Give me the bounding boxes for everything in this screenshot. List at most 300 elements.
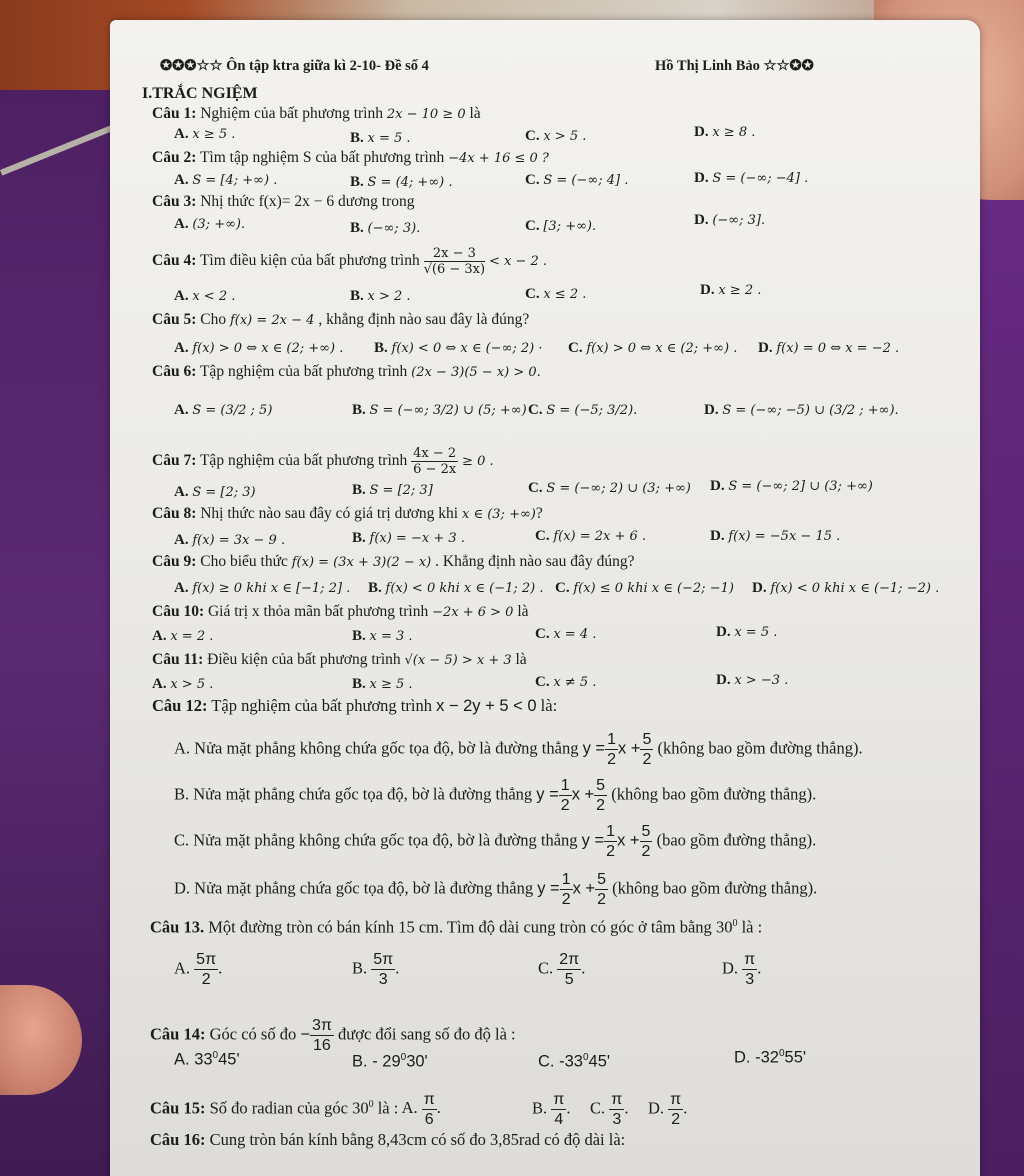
- option-letter: D.: [694, 170, 709, 186]
- eq-lhs: y =: [581, 831, 605, 850]
- fraction-five-half: [594, 776, 607, 815]
- option-letter: A.: [174, 126, 189, 142]
- question-label: Câu 7:: [152, 452, 197, 470]
- numerator: 1: [561, 871, 571, 888]
- option-c[interactable]: [555, 578, 734, 599]
- option-letter: D.: [758, 340, 773, 356]
- question-label: Câu 8:: [152, 505, 197, 522]
- option-letter: A.: [401, 1098, 418, 1118]
- option-text: x = 5 .: [734, 625, 778, 640]
- numerator: 3π: [311, 1017, 332, 1034]
- option-letter: B.: [368, 580, 382, 596]
- fraction: [422, 1090, 437, 1129]
- option-letter: D.: [722, 958, 739, 978]
- question-math: −2x + 6 > 0: [432, 605, 514, 620]
- option-letter: A.: [174, 580, 189, 596]
- question-label: Câu 10:: [152, 603, 205, 620]
- numerator: 5π: [196, 951, 217, 968]
- option-letter: D.: [710, 478, 725, 494]
- eq-mid: x +: [617, 739, 641, 758]
- denominator: 4: [554, 1111, 564, 1128]
- option-letter: C.: [555, 580, 570, 596]
- question-math: (2x − 3)(5 − x) > 0.: [411, 365, 541, 380]
- option-text: S = (−∞; −5) ∪ (3/2 ; +∞).: [722, 403, 899, 418]
- numerator: 4x − 2: [413, 446, 457, 461]
- option-b[interactable]: B. $\frac{\pi}{4}$ .: [532, 1091, 571, 1128]
- option-text: S = [4; +∞) .: [192, 173, 278, 188]
- option-text: f(x) = 3x − 9 .: [192, 533, 286, 548]
- option-letter: B.: [352, 628, 366, 644]
- question-label: Câu 14:: [150, 1024, 206, 1044]
- denominator: √(6 − 3x): [423, 262, 486, 277]
- option-letter: B.: [532, 1098, 548, 1118]
- option-b[interactable]: [350, 286, 411, 307]
- question-math: f(x) = (3x + 3)(2 − x): [291, 555, 432, 570]
- option-letter: A.: [174, 172, 189, 188]
- option-a[interactable]: [174, 530, 285, 551]
- option-b[interactable]: [374, 338, 543, 359]
- degree-value: 30: [715, 917, 733, 937]
- option-letter: B.: [352, 1052, 368, 1071]
- numerator: 5: [641, 823, 651, 840]
- option-text: f(x) > 0 ⇔ x ∈ (2; +∞) .: [192, 341, 344, 356]
- option-text: f(x) = 2x + 6 .: [553, 529, 647, 544]
- option-d[interactable]: [700, 280, 761, 301]
- denominator: 6: [424, 1111, 434, 1128]
- question-math: ≥ 0 .: [462, 454, 494, 470]
- question-tail: là: [515, 651, 527, 668]
- option-c[interactable]: [525, 126, 586, 147]
- numerator: π: [611, 1091, 623, 1108]
- question-tail: là: [517, 603, 529, 620]
- option-letter: B.: [350, 130, 364, 146]
- question-math: −4x + 16 ≤ 0 ?: [448, 151, 549, 166]
- option-letter: C.: [538, 1052, 555, 1071]
- question-label: Câu 16:: [150, 1130, 206, 1149]
- denominator: 2: [597, 891, 606, 908]
- option-c[interactable]: [535, 526, 646, 547]
- option-d[interactable]: [716, 670, 788, 691]
- question-label: Câu 15:: [150, 1098, 206, 1118]
- option-letter: C.: [528, 480, 543, 496]
- option-a[interactable]: [174, 286, 235, 307]
- option-tail: (bao gồm đường thẳng).: [656, 830, 817, 850]
- option-text: f(x) < 0 ⇔ x ∈ (−∞; 2) ·: [391, 341, 543, 356]
- option-letter: D.: [648, 1098, 665, 1118]
- question-text: Nhị thức f(x)= 2x − 6 dương trong: [200, 193, 415, 210]
- option-tail: 45': [218, 1050, 240, 1069]
- option-c[interactable]: [525, 284, 586, 305]
- option-a[interactable]: [152, 674, 213, 695]
- option-text: x ≥ 2 .: [718, 283, 762, 298]
- question-label: Câu 6:: [152, 363, 197, 380]
- option-a[interactable]: [174, 214, 245, 235]
- question-label: Câu 12:: [152, 696, 208, 715]
- option-c[interactable]: [528, 478, 691, 499]
- option-b[interactable]: [350, 128, 411, 149]
- degree-sup: 0: [400, 1052, 407, 1063]
- eq-lhs: y =: [537, 879, 560, 898]
- option-c[interactable]: [525, 216, 596, 237]
- option-letter: C.: [535, 528, 550, 544]
- fraction: [310, 1016, 334, 1055]
- option-d[interactable]: [174, 870, 817, 909]
- question-label: Câu 11:: [152, 651, 204, 668]
- question-text: Tập nghiệm của bất phương trình: [211, 696, 432, 715]
- question-5: [152, 310, 529, 331]
- option-a[interactable]: [174, 730, 863, 769]
- option-letter: C.: [535, 674, 550, 690]
- denominator: 2: [201, 971, 211, 988]
- option-b[interactable]: [352, 626, 413, 647]
- option-d[interactable]: [704, 400, 899, 421]
- numerator: 1: [607, 731, 616, 748]
- fraction: [194, 950, 218, 989]
- option-text: x = 4 .: [553, 627, 597, 642]
- option-c[interactable]: [568, 338, 737, 359]
- option-a[interactable]: [174, 338, 343, 359]
- numerator: π: [553, 1091, 565, 1108]
- option-a[interactable]: [174, 170, 277, 191]
- question-13: [150, 914, 762, 938]
- option-b[interactable]: [352, 400, 527, 421]
- denominator: 6 − 2x: [413, 462, 457, 477]
- question-15: [150, 1090, 441, 1129]
- section-heading: I.TRẮC NGIỆM: [142, 85, 258, 102]
- option-text: x ≥ 5 .: [369, 677, 413, 692]
- option-letter: B.: [374, 340, 388, 356]
- question-3: [152, 192, 414, 212]
- question-label: Câu 13.: [150, 917, 205, 937]
- option-d[interactable]: [752, 578, 939, 599]
- option-text: -33: [559, 1052, 583, 1071]
- question-text: Tìm điều kiện của bất phương trình: [199, 252, 420, 270]
- option-letter: A.: [174, 532, 189, 548]
- degree-sup: 0: [368, 1098, 374, 1110]
- option-letter: A.: [152, 628, 167, 644]
- numerator: 1: [560, 777, 570, 794]
- question-2: [152, 148, 549, 169]
- option-letter: D.: [734, 1048, 751, 1067]
- option-letter: D.: [704, 402, 719, 418]
- question-tail: , khẳng định nào sau đây là đúng?: [318, 311, 530, 328]
- option-text: 33: [194, 1050, 213, 1069]
- option-text: x > 5 .: [543, 129, 587, 144]
- eq-mid: x +: [617, 831, 640, 850]
- option-letter: D.: [694, 212, 709, 228]
- eq-mid: x +: [572, 879, 596, 898]
- denominator: 3: [378, 971, 388, 988]
- question-text: Tìm tập nghiệm S của bất phương trình: [199, 149, 445, 166]
- eq-mid: x +: [571, 785, 595, 804]
- option-letter: D.: [752, 580, 767, 596]
- option-text: A. Nửa mặt phẳng không chứa gốc tọa độ, bờ là đường thẳng: [174, 738, 579, 758]
- option-letter: A.: [174, 958, 191, 978]
- option-text: x = 5 .: [367, 131, 411, 146]
- question-text: Cung tròn bán kính bằng 8,43cm có số đo 3,85rad có độ dài là:: [209, 1130, 626, 1149]
- option-d[interactable]: [710, 526, 840, 547]
- question-text: Nghiệm của bất phương trình: [200, 105, 383, 122]
- option-b[interactable]: [352, 528, 465, 549]
- denominator: 2: [642, 751, 652, 768]
- option-a[interactable]: [152, 626, 213, 647]
- paper-author: Hồ Thị Linh Bảo ☆☆✪✪: [655, 58, 814, 74]
- numerator: 1: [606, 823, 616, 840]
- option-text: S = (−5; 3/2).: [546, 403, 638, 418]
- option-a[interactable]: [174, 578, 350, 599]
- option-d[interactable]: [694, 210, 765, 231]
- question-math: f(x) = 2x − 4: [229, 313, 315, 328]
- question-tail: là :: [377, 1098, 399, 1118]
- option-text: S = (−∞; 3/2) ∪ (5; +∞): [369, 403, 527, 418]
- option-letter: D.: [716, 624, 731, 640]
- option-letter: C.: [525, 218, 540, 234]
- option-tail: 45': [588, 1052, 611, 1071]
- option-text: (−∞; 3].: [712, 213, 766, 228]
- option-c[interactable]: [535, 672, 596, 693]
- numerator: 5: [596, 777, 606, 794]
- option-a[interactable]: A. $\frac{\pi}{6}$ .: [401, 1091, 441, 1128]
- option-text: f(x) = 0 ⇔ x = −2 .: [776, 341, 900, 356]
- option-text: S = (−∞; −4] .: [712, 171, 809, 186]
- degree-sup: 0: [732, 918, 738, 929]
- question-text: Giá trị x thỏa mãn bất phương trình: [207, 603, 429, 620]
- option-letter: A.: [174, 1050, 190, 1069]
- question-math: < x − 2 .: [488, 254, 548, 270]
- option-letter: C.: [535, 626, 550, 642]
- option-b[interactable]: [174, 776, 816, 815]
- option-letter: C.: [538, 958, 554, 978]
- fraction: [609, 1090, 624, 1129]
- option-text: f(x) > 0 ⇔ x ∈ (2; +∞) .: [586, 341, 738, 356]
- question-label: Câu 9:: [152, 553, 197, 570]
- option-letter: C.: [525, 286, 540, 302]
- option-letter: B.: [350, 174, 364, 190]
- fraction-half: [559, 776, 572, 815]
- option-d[interactable]: D. $\frac{\pi}{3}$ .: [722, 951, 762, 988]
- numerator: π: [423, 1091, 435, 1108]
- option-c[interactable]: [528, 400, 637, 421]
- question-text: Tập nghiệm của bất phương trình: [199, 363, 408, 380]
- option-b[interactable]: B. $\frac{5\pi}{3}$ .: [352, 951, 400, 988]
- option-letter: D.: [716, 672, 731, 688]
- question-text: Cho biểu thức: [200, 553, 288, 570]
- question-11: [152, 650, 527, 671]
- question-tail: ?: [535, 505, 543, 522]
- option-c[interactable]: C. $\frac{\pi}{3}$ .: [590, 1091, 629, 1128]
- option-text: x ≥ 5 .: [192, 127, 236, 142]
- question-text: Góc có số đo: [209, 1024, 297, 1044]
- denominator: 3: [612, 1111, 622, 1128]
- option-d[interactable]: D. $\frac{\pi}{2}$ .: [648, 1091, 688, 1128]
- option-a[interactable]: [174, 482, 256, 503]
- fraction: [424, 246, 485, 277]
- option-letter: C.: [525, 172, 540, 188]
- question-text: Nhị thức nào sau đây có giá trị dương khi: [200, 505, 459, 522]
- question-label: Câu 4:: [152, 252, 197, 270]
- option-letter: B.: [352, 482, 366, 498]
- option-b[interactable]: [352, 674, 413, 695]
- option-a[interactable]: [174, 400, 272, 421]
- option-text: x > 2 .: [367, 289, 411, 304]
- numerator: 5: [642, 731, 652, 748]
- option-c[interactable]: [538, 1048, 610, 1072]
- fraction: [668, 1090, 683, 1129]
- question-6: [152, 362, 541, 383]
- question-9: [152, 552, 634, 573]
- eq-lhs: y =: [582, 739, 606, 758]
- option-letter: A.: [174, 402, 189, 418]
- option-text: x = 2 .: [170, 629, 214, 644]
- option-text: S = [2; 3]: [369, 483, 433, 498]
- option-d[interactable]: [734, 1044, 806, 1068]
- option-c[interactable]: [535, 624, 596, 645]
- numerator: 2π: [559, 951, 580, 968]
- option-text: S = [2; 3): [192, 485, 256, 500]
- option-letter: B.: [350, 220, 364, 236]
- option-text: f(x) < 0 khi x ∈ (−1; 2) .: [385, 581, 544, 596]
- option-c[interactable]: [525, 170, 628, 191]
- question-text: Cho: [200, 311, 227, 328]
- question-4: [152, 246, 547, 277]
- option-d[interactable]: [694, 122, 755, 143]
- option-letter: D.: [694, 124, 709, 140]
- option-d[interactable]: [710, 476, 873, 497]
- option-text: S = (−∞; 4] .: [543, 173, 629, 188]
- option-text: x ≠ 5 .: [553, 675, 597, 690]
- option-tail: (không bao gồm đường thẳng).: [657, 738, 863, 758]
- option-text: x ≤ 2 .: [543, 287, 587, 302]
- denominator: 3: [745, 971, 755, 988]
- option-c[interactable]: [174, 822, 816, 861]
- fraction-half: [604, 822, 617, 861]
- question-tail: . Khẳng định nào sau đây đúng?: [435, 553, 635, 570]
- numerator: 2x − 3: [424, 246, 485, 262]
- option-d[interactable]: [716, 622, 777, 643]
- option-letter: B.: [350, 288, 364, 304]
- fraction-half: [560, 870, 573, 909]
- question-tail: được đổi sang số đo độ là :: [338, 1024, 516, 1044]
- option-b[interactable]: [350, 218, 420, 239]
- question-text: Tập nghiệm của bất phương trình: [199, 452, 408, 470]
- denominator: 2: [560, 797, 570, 814]
- option-b[interactable]: [368, 578, 543, 599]
- option-text: x < 2 .: [192, 289, 236, 304]
- option-a[interactable]: [174, 124, 235, 145]
- question-12: [152, 696, 557, 716]
- question-8: [152, 504, 543, 525]
- question-10: [152, 602, 529, 623]
- denominator: 2: [641, 843, 651, 860]
- option-c[interactable]: C. $\frac{2\pi}{5}$ .: [538, 951, 586, 988]
- option-text: S = (4; +∞) .: [367, 175, 453, 190]
- option-letter: A.: [152, 676, 167, 692]
- question-text: Một đường tròn có bán kính 15 cm. Tìm độ dài cung tròn có góc ở tâm bằng: [208, 917, 712, 937]
- minus-sign: −: [300, 1025, 310, 1044]
- question-math: √(x − 5) > x + 3: [404, 653, 512, 668]
- option-text: S = (3/2 ; 5): [192, 403, 273, 418]
- question-label: Câu 1:: [152, 105, 197, 122]
- question-label: Câu 3:: [152, 193, 197, 210]
- option-letter: B.: [352, 530, 366, 546]
- fraction: [742, 950, 757, 989]
- degree-value: 30: [352, 1098, 369, 1118]
- option-text: B. Nửa mặt phẳng chứa gốc tọa độ, bờ là đường thẳng: [174, 784, 533, 804]
- option-text: x = 3 .: [369, 629, 413, 644]
- numerator: π: [744, 951, 756, 968]
- option-text: x > −3 .: [734, 673, 789, 688]
- option-text: S = (−∞; 2] ∪ (3; +∞): [728, 479, 873, 494]
- question-label: Câu 5:: [152, 311, 197, 328]
- question-math: x − 2y + 5 < 0: [436, 697, 537, 715]
- option-text: - 29: [372, 1052, 401, 1071]
- denominator: 2: [606, 843, 616, 860]
- option-letter: A.: [174, 216, 189, 232]
- option-a[interactable]: A. $\frac{5\pi}{2}$ .: [174, 951, 223, 988]
- fraction: [551, 1090, 566, 1129]
- option-letter: C.: [568, 340, 583, 356]
- question-tail: là :: [741, 917, 763, 937]
- fraction-half: [605, 730, 618, 769]
- denominator: 16: [313, 1037, 331, 1054]
- numerator: π: [670, 1091, 682, 1108]
- question-math: x ∈ (3; +∞): [462, 507, 536, 522]
- option-text: C. Nửa mặt phẳng không chứa gốc tọa độ, bờ là đường thẳng: [174, 830, 578, 850]
- fraction: [557, 950, 581, 989]
- numerator: 5: [597, 871, 606, 888]
- option-letter: D.: [710, 528, 725, 544]
- option-d[interactable]: [694, 168, 808, 189]
- degree-sup: 0: [212, 1050, 219, 1061]
- question-label: Câu 2:: [152, 149, 197, 166]
- option-text: f(x) ≥ 0 khi x ∈ [−1; 2] .: [192, 581, 351, 596]
- option-a[interactable]: [174, 1046, 240, 1070]
- option-letter: D.: [700, 282, 715, 298]
- option-b[interactable]: [350, 172, 453, 193]
- denominator: 2: [607, 751, 616, 768]
- option-tail: (không bao gồm đường thẳng).: [612, 878, 818, 898]
- question-text: Điều kiện của bất phương trình: [207, 651, 401, 668]
- option-b[interactable]: [352, 1048, 428, 1072]
- denominator: 2: [671, 1111, 681, 1128]
- option-tail: 55': [784, 1048, 807, 1067]
- option-letter: B.: [352, 676, 366, 692]
- option-text: x > 5 .: [170, 677, 214, 692]
- option-tail: 30': [406, 1052, 428, 1071]
- option-text: -32: [755, 1048, 779, 1067]
- option-d[interactable]: [758, 338, 899, 359]
- question-math: 2x − 10 ≥ 0: [386, 107, 466, 122]
- option-letter: C.: [525, 128, 540, 144]
- option-b[interactable]: [352, 480, 433, 501]
- degree-sup: 0: [582, 1052, 589, 1063]
- option-text: f(x) < 0 khi x ∈ (−1; −2) .: [770, 581, 940, 596]
- paper-title: ✪✪✪☆☆ Ôn tập ktra giữa kì 2-10- Đề số 4: [160, 58, 429, 74]
- option-letter: A.: [174, 340, 189, 356]
- fraction-five-half: [595, 870, 608, 909]
- question-1: [152, 104, 481, 125]
- option-text: (3; +∞).: [192, 217, 246, 232]
- degree-sup: 0: [778, 1048, 785, 1059]
- question-tail: là: [469, 105, 481, 122]
- option-text: f(x) = −5x − 15 .: [728, 529, 841, 544]
- option-letter: A.: [174, 288, 189, 304]
- option-text: (−∞; 3).: [367, 221, 421, 236]
- option-letter: C.: [528, 402, 543, 418]
- question-16: [150, 1130, 625, 1150]
- option-text: [3; +∞).: [543, 219, 597, 234]
- option-text: D. Nửa mặt phẳng chứa gốc tọa độ, bờ là đường thẳng: [174, 878, 534, 898]
